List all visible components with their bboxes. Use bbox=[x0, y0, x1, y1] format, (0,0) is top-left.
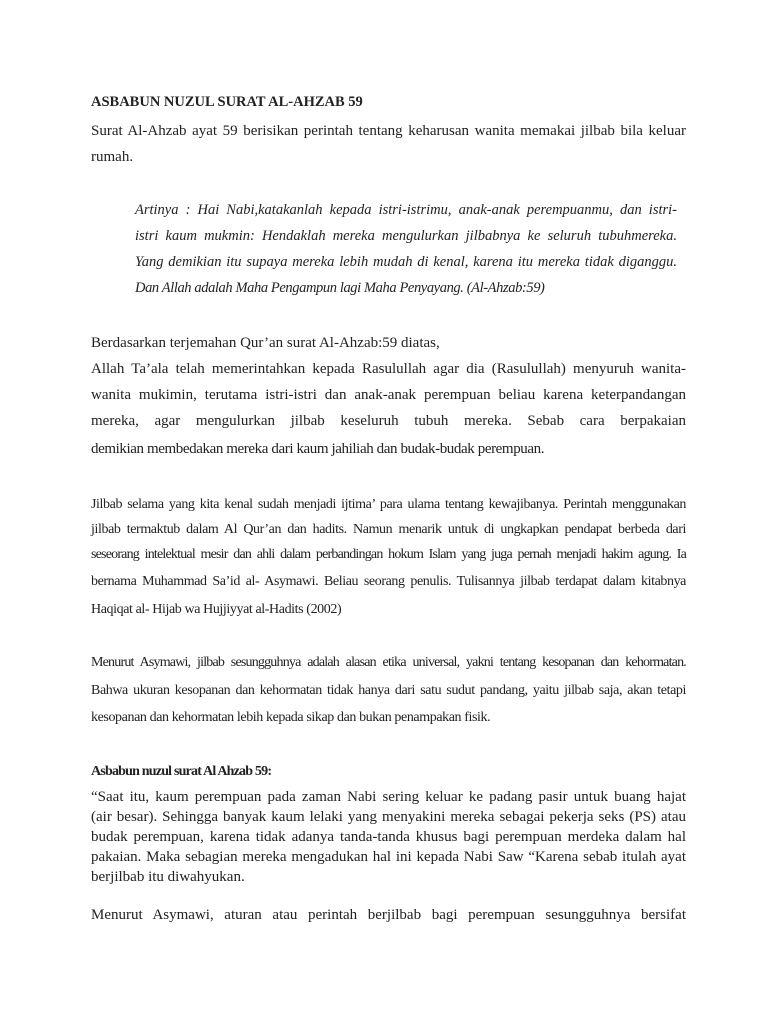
paragraph-line: pakaian. Maka sebagian mereka mengadukan hal ini kepada Nabi Saw “Karena sebab itulah ayat bbox=[91, 849, 686, 865]
paragraph-line: Allah Ta’ala telah memerintahkan kepada Rasulullah agar dia (Rasulullah) menyuruh wanita- bbox=[91, 361, 686, 377]
paragraph-line: demikian membedakan mereka dari kaum jahiliah dan budak-budak perempuan. bbox=[91, 441, 545, 457]
paragraph-line: seseorang intelektual mesir dan ahli dalam perbandingan hokum Islam yang juga pernah menjadi hakim agung. Ia bbox=[91, 547, 686, 562]
document-title: ASBABUN NUZUL SURAT AL-AHZAB 59 bbox=[91, 94, 363, 110]
subheading: Asbabun nuzul surat Al Ahzab 59: bbox=[91, 764, 272, 779]
translation-line: istri kaum mukmin: Hendaklah mereka mengulurkan jilbabnya ke seluruh tubuhmereka. bbox=[135, 228, 677, 244]
paragraph-line: jilbab termaktub dalam Al Qur’an dan hadits. Namun menarik untuk di ungkapkan pendapat berbeda dari bbox=[91, 522, 686, 537]
paragraph-line: Menurut Asymawi, aturan atau perintah berjilbab bagi perempuan sesungguhnya bersifat bbox=[91, 907, 686, 923]
paragraph-line: Berdasarkan terjemahan Qur’an surat Al-Ahzab:59 diatas, bbox=[91, 335, 440, 351]
paragraph-line: Menurut Asymawi, jilbab sesungguhnya adalah alasan etika universal, yakni tentang kesopanan dan kehormatan. bbox=[91, 655, 686, 670]
paragraph-line: Haqiqat al- Hijab wa Hujjiyyat al-Hadits (2002) bbox=[91, 602, 342, 617]
translation-line: Yang demikian itu supaya mereka lebih mudah di kenal, karena itu mereka tidak diganggu. bbox=[135, 254, 677, 270]
paragraph-line: (air besar). Sehingga banyak kaum lelaki yang menyakini mereka sebagai pekerja seks (PS) atau bbox=[91, 809, 686, 825]
paragraph-line: wanita mukimin, terutama istri-istri dan anak-anak perempuan beliau karena keterpandangan bbox=[91, 387, 686, 403]
paragraph-line: kesopanan dan kehormatan lebih kepada sikap dan bukan penampakan fisik. bbox=[91, 710, 491, 725]
paragraph-line: mereka, agar mengulurkan jilbab keseluruh tubuh mereka. Sebab cara berpakaian bbox=[91, 413, 686, 429]
intro-line: rumah. bbox=[91, 149, 134, 165]
translation-line: Artinya : Hai Nabi,katakanlah kepada istri-istrimu, anak-anak perempuanmu, dan istri- bbox=[135, 202, 677, 218]
paragraph-line: Bahwa ukuran kesopanan dan kehormatan tidak hanya dari satu sudut pandang, yaitu jilbab saja, akan tetapi bbox=[91, 683, 686, 698]
translation-line: Dan Allah adalah Maha Pengampun lagi Maha Penyayang. (Al-Ahzab:59) bbox=[135, 280, 545, 296]
intro-line: Surat Al-Ahzab ayat 59 berisikan perintah tentang keharusan wanita memakai jilbab bila keluar bbox=[91, 123, 686, 139]
paragraph-line: budak perempuan, karena tidak adanya tanda-tanda khusus bagi perempuan merdeka dalam hal bbox=[91, 829, 686, 845]
paragraph-line: bernama Muhammad Sa’id al- Asymawi. Beliau seorang penulis. Tulisannya jilbab terdapat dalam kitabnya bbox=[91, 574, 686, 589]
paragraph-line: Jilbab selama yang kita kenal sudah menjadi ijtima’ para ulama tentang kewajibanya. Perintah menggunakan bbox=[91, 497, 686, 512]
paragraph-line: berjilbab itu diwahyukan. bbox=[91, 869, 245, 885]
paragraph-line: “Saat itu, kaum perempuan pada zaman Nabi sering keluar ke padang pasir untuk buang hajat bbox=[91, 789, 686, 805]
